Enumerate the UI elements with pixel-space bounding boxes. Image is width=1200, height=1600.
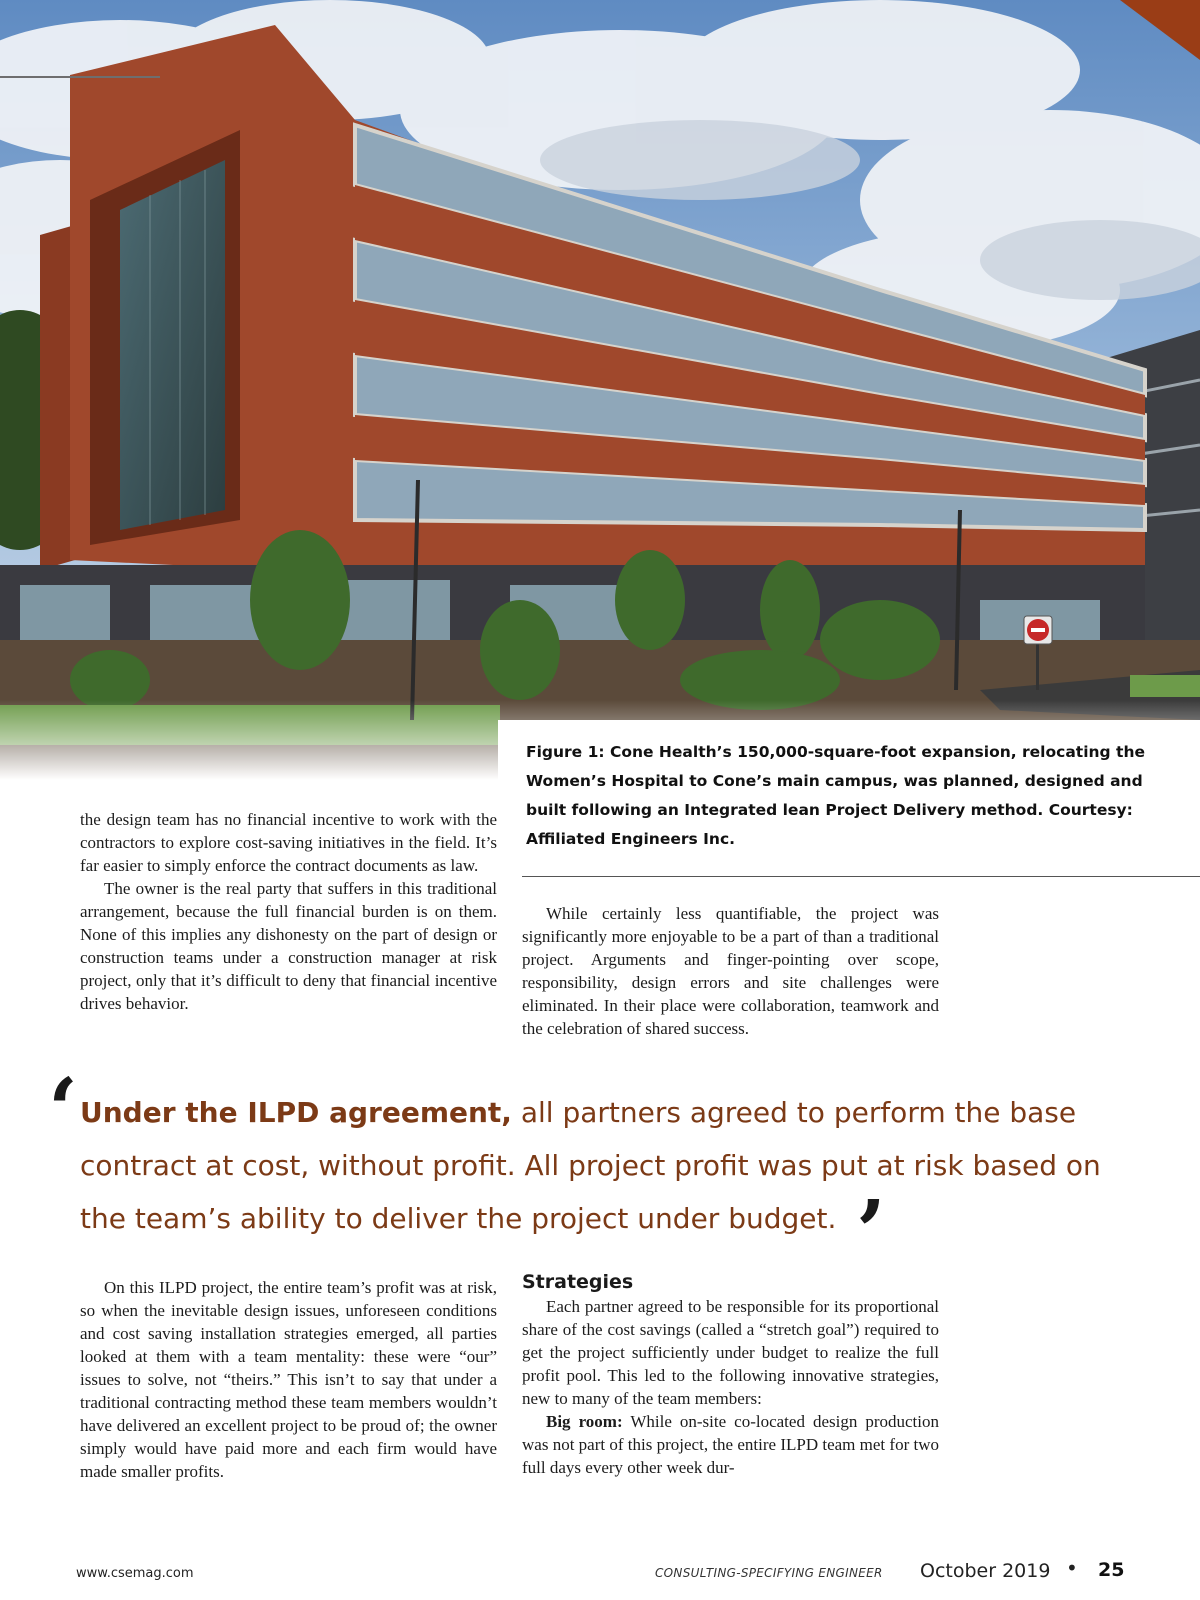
close-quote-mark: ’ bbox=[856, 1182, 886, 1283]
paragraph: While certainly less quantifiable, the project was significantly more enjoyable to be a part of than a traditional project. Arguments and finger-pointing over scope, responsibility, design errors and site challenges were eliminated. In their place were collaboration, teamwork and the celebration of shared success. bbox=[522, 904, 939, 1038]
paragraph: On this ILPD project, the entire team’s profit was at risk, so when the inevitable design issues, unforeseen conditions and cost saving installation strategies emerged, all parties looked at them with a team mentality: these were “our” issues to solve, not “theirs.” This isn’t to say that under a traditional contracting method these team members wouldn’t have delivered an excellent project to be proud of; the owner simply would have paid more and each firm would have made smaller profits. bbox=[80, 1278, 497, 1481]
top-rule bbox=[0, 76, 160, 78]
paragraph bbox=[522, 1410, 939, 1479]
caption-divider bbox=[522, 876, 1200, 877]
column-right-top bbox=[522, 902, 939, 1040]
pull-quote-lead: Under the ILPD agreement, bbox=[80, 1096, 512, 1129]
footer-url[interactable]: www.csemag.com bbox=[76, 1566, 194, 1581]
column-right-bottom bbox=[522, 1270, 939, 1479]
paragraph-text: While on-site co-located design production was not part of this project, the entire ILPD team met for two full days every other week dur- bbox=[522, 1412, 940, 1477]
footer-bullet: • bbox=[1066, 1556, 1078, 1580]
column-left-top bbox=[80, 808, 497, 1015]
footer-publication: CONSULTING-SPECIFYING ENGINEER bbox=[655, 1566, 883, 1580]
column-left-bottom bbox=[80, 1276, 497, 1483]
pull-quote bbox=[80, 1086, 1140, 1245]
corner-accent-tab bbox=[1120, 0, 1200, 60]
section-heading: Strategies bbox=[522, 1271, 634, 1293]
pull-quote-text: all partners agreed to perform the base contract at cost, without profit. All project profit was put at risk based on the team’s ability to deliver the project under budget. bbox=[80, 1096, 1101, 1235]
figure-photo bbox=[0, 0, 1200, 780]
run-in-heading: Big room: bbox=[546, 1412, 623, 1431]
footer-date: October 2019 bbox=[920, 1560, 1051, 1582]
building-illustration bbox=[0, 0, 1200, 780]
figure-caption-box bbox=[498, 720, 1200, 878]
open-quote-mark: ‘ bbox=[48, 1060, 78, 1161]
figure-caption: Figure 1: Cone Health’s 150,000-square-foot expansion, relocating the Women’s Hospital to Cone’s main campus, was planned, designed and built following an Integrated lean Project Delivery method. Courtesy: Affiliated Engineers Inc. bbox=[526, 743, 1146, 848]
page-number: 25 bbox=[1098, 1559, 1125, 1581]
paragraph: the design team has no financial incentive to work with the contractors to explore cost-saving initiatives in the field. It’s far easier to simply enforce the contract documents as law. bbox=[80, 810, 497, 875]
paragraph: Each partner agreed to be responsible for its proportional share of the cost savings (called a “stretch goal”) required to get the project sufficiently under budget to realize the full profit pool. This led to the following innovative strategies, new to many of the team members: bbox=[522, 1297, 939, 1408]
paragraph: The owner is the real party that suffers in this traditional arrangement, because the full financial burden is on them. None of this implies any dishonesty on the part of design or construction teams under a construction manager at risk project, only that it’s difficult to deny that financial incentive drives behavior. bbox=[80, 879, 497, 1013]
